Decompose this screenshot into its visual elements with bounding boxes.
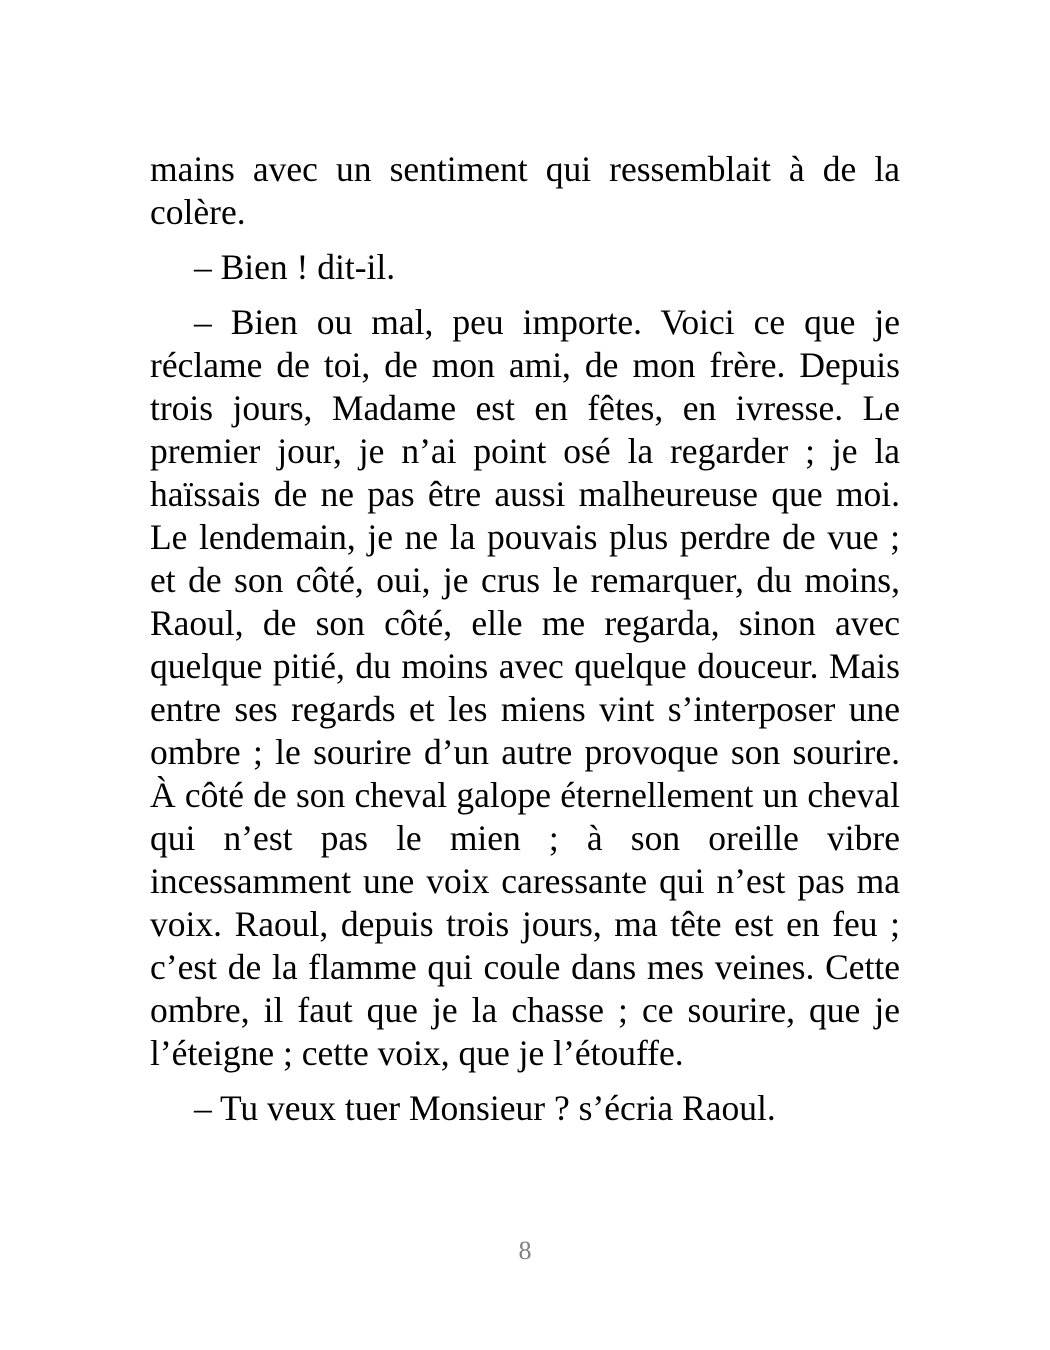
paragraph-dialogue: – Bien ou mal, peu importe. Voici ce que je réclame de toi, de mon ami, de mon frère. Depuis trois jours, Madame est en fêtes, en ivresse. Le premier jour, je n’ai point osé la regarder ; je la haïssais de ne pas être aussi malheureuse que moi. Le lendemain, je ne la pouvais plus perdre de vue ; et de son côté, oui, je crus le remarquer, du moins, Raoul, de son côté, elle me regarda, sinon avec quelque pitié, du moins avec quelque douceur. Mais entre ses regards et les miens vint s’interposer une ombre ; le sourire d’un autre provoque son sourire. À côté de son cheval galope éternellement un cheval qui n’est pas le mien ; à son oreille vibre incessamment une voix caressante qui n’est pas ma voix. Raoul, depuis trois jours, ma tête est en feu ; c’est de la flamme qui coule dans mes veines. Cette ombre, il faut que je la chasse ; ce sourire, que je l’éteigne ; cette voix, que je l’étouffe.: [150, 302, 900, 1073]
page-body: [150, 148, 900, 1142]
paragraph-continuation: mains avec un sentiment qui ressemblait à de la colère.: [150, 149, 900, 232]
paragraph-dialogue: – Tu veux tuer Monsieur ? s’écria Raoul.: [194, 1088, 776, 1128]
page-number: 8: [518, 1236, 532, 1265]
paragraph-dialogue: – Bien ! dit-il.: [194, 247, 396, 287]
